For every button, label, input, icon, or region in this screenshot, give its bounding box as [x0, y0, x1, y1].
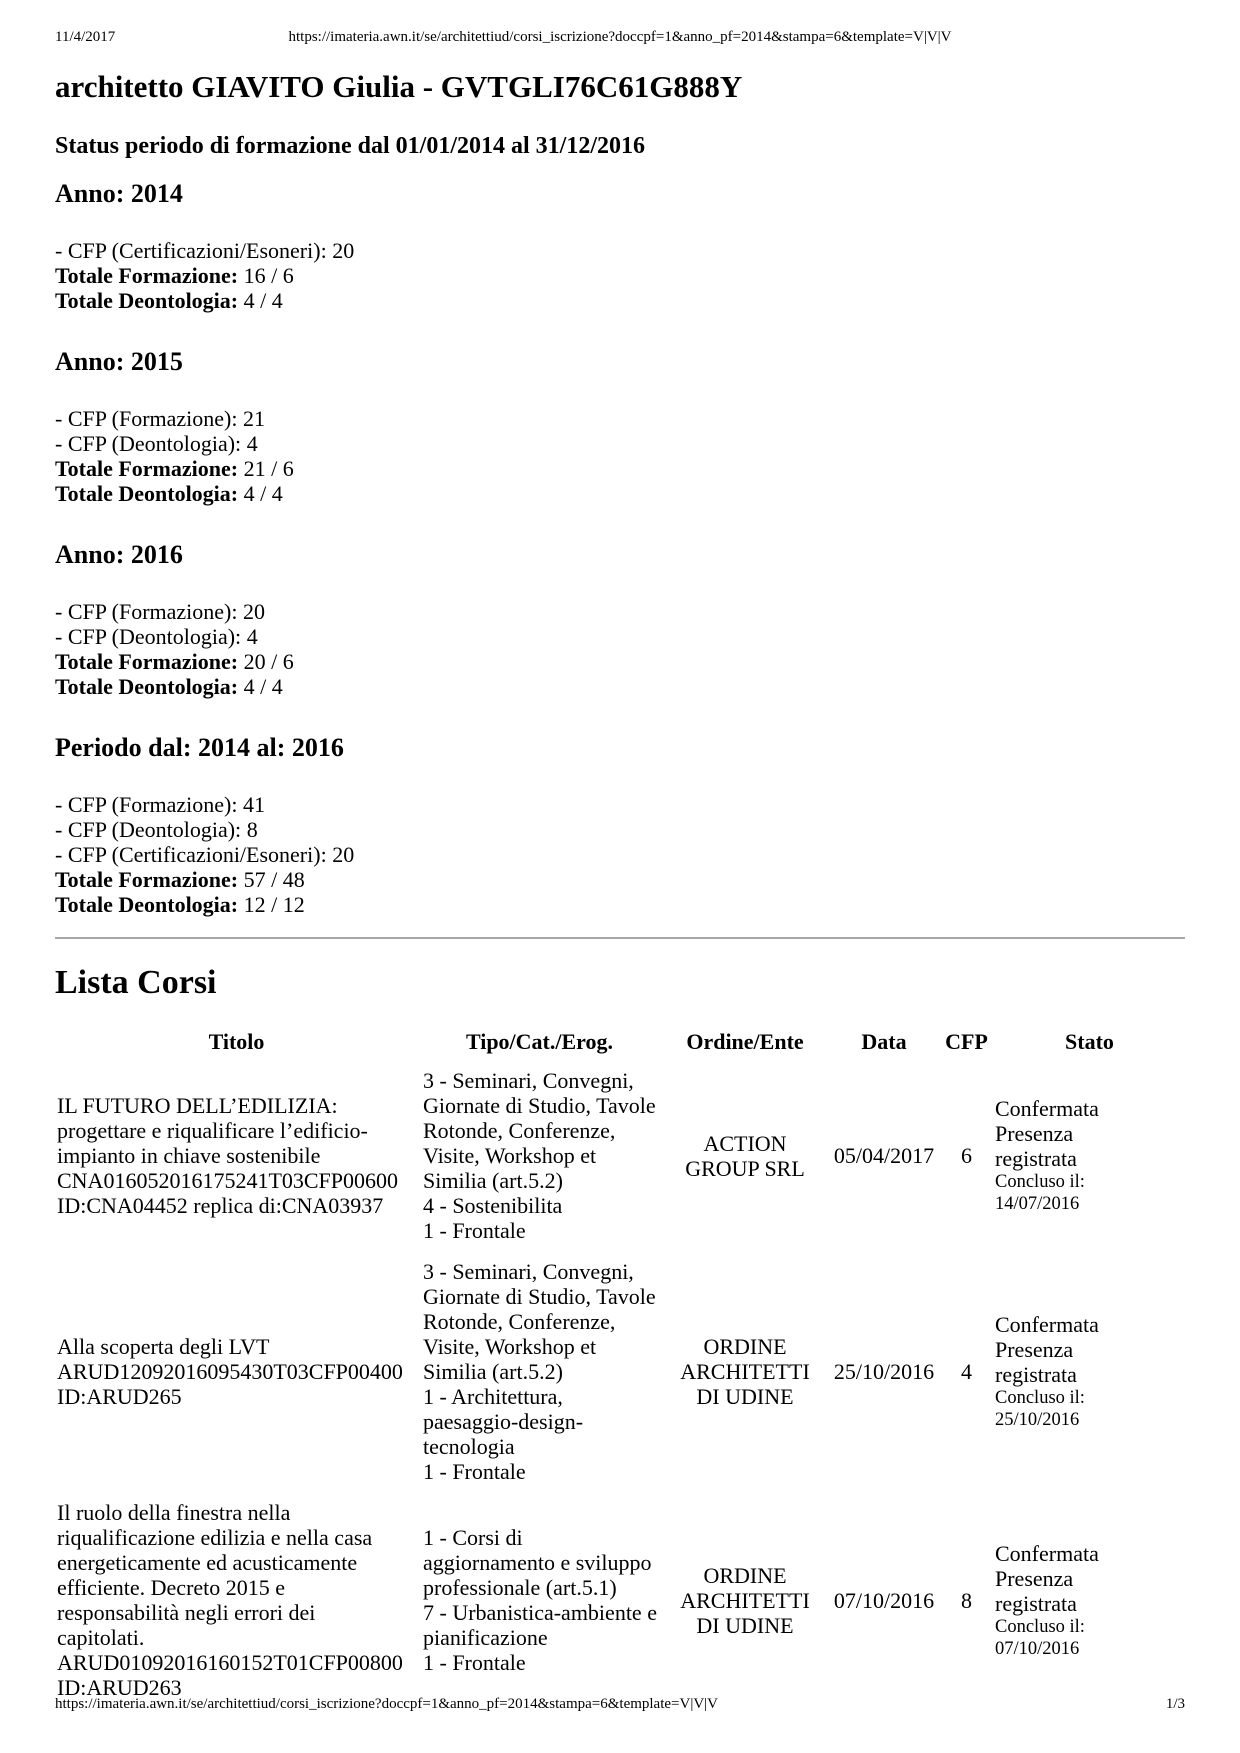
cfp-line: [55, 867, 1185, 892]
cfp-label: Totale Deontologia:: [55, 288, 239, 313]
course-cfp-cell: [939, 1060, 994, 1251]
cfp-label: - CFP (Deontologia):: [55, 817, 242, 842]
cfp-lines: [55, 238, 1185, 313]
cfp-line: [55, 842, 1185, 867]
course-status: Confermata Presenza registrata: [995, 1540, 1099, 1616]
print-date: 11/4/2017: [55, 29, 116, 45]
status-period-heading: Status periodo di formazione dal 01/01/2014 al 31/12/2016: [55, 133, 646, 159]
course-cfp: 8: [961, 1587, 972, 1613]
cfp-line: [55, 624, 1185, 649]
course-status-cell: [994, 1492, 1185, 1708]
course-title-cell: [55, 1251, 418, 1492]
course-tipo-line: 4 - Sostenibilita: [423, 1193, 563, 1218]
course-row: [55, 1060, 1185, 1251]
page-title: architetto GIAVITO Giulia - GVTGLI76C61G888Y: [55, 69, 743, 104]
course-status-cell: [994, 1251, 1185, 1492]
course-date-cell: [829, 1251, 939, 1492]
course-date: 25/10/2016: [833, 1359, 935, 1384]
lista-corsi-heading: Lista Corsi: [55, 964, 217, 1001]
print-header-url: https://imateria.awn.it/se/architettiud/corsi_iscrizione?doccpf=1&anno_pf=2014&stampa=6&template=V|V|V: [288, 29, 952, 45]
cfp-label: - CFP (Formazione):: [55, 599, 238, 624]
cfp-value: 20: [326, 842, 355, 867]
course-tipo-cell: [418, 1060, 661, 1251]
cfp-value: 21: [237, 406, 265, 431]
cfp-lines: [55, 406, 1185, 506]
course-status-cell: [994, 1060, 1185, 1251]
course-title: Alla scoperta degli LVT ARUD12092016095430T03CFP00400 ID:ARUD265: [57, 1334, 403, 1409]
course-cfp-cell: [939, 1251, 994, 1492]
course-status: Confermata Presenza registrata: [995, 1096, 1099, 1171]
cfp-line: [55, 481, 1185, 506]
course-concluso: Concluso il: 14/07/2016: [995, 1172, 1085, 1214]
column-header-data: Data: [861, 1029, 907, 1054]
section-heading: Anno: 2014: [55, 179, 183, 208]
page-number: 1/3: [1165, 1696, 1185, 1712]
section-heading: Anno: 2015: [55, 347, 183, 376]
cfp-value: 20: [326, 238, 355, 263]
cfp-lines: [55, 599, 1185, 699]
cfp-line: [55, 456, 1185, 481]
course-concluso: Concluso il: 07/10/2016: [995, 1616, 1085, 1659]
course-tipo-cell: [418, 1492, 661, 1708]
cfp-label: Totale Formazione:: [55, 456, 239, 481]
cfp-line: [55, 406, 1185, 431]
course-ente-cell: [661, 1060, 829, 1251]
column-header-ordine-ente: Ordine/Ente: [686, 1029, 804, 1054]
column-header-titolo: Titolo: [208, 1029, 265, 1054]
cfp-value: 12 / 12: [238, 892, 305, 917]
course-status: Confermata Presenza registrata: [995, 1312, 1099, 1387]
course-title: IL FUTURO DELL’EDILIZIA: progettare e riqualificare l’edificio-impianto in chiave sostenibile CNA016052016175241T03CFP00600 ID:CNA04452 replica di:CNA03937: [57, 1093, 399, 1218]
course-ente: ORDINE ARCHITETTI DI UDINE: [680, 1562, 810, 1638]
course-tipo-line: 1 - Frontale: [423, 1650, 526, 1675]
cfp-lines: [55, 792, 1185, 917]
cfp-line: [55, 263, 1185, 288]
course-row: [55, 1251, 1185, 1492]
cfp-value: 4: [241, 624, 258, 649]
course-cfp: 4: [961, 1359, 972, 1384]
cfp-line: [55, 817, 1185, 842]
cfp-label: - CFP (Formazione):: [55, 406, 238, 431]
cfp-label: Totale Formazione:: [55, 867, 239, 892]
course-tipo-line: 3 - Seminari, Convegni, Giornate di Studio, Tavole Rotonde, Conferenze, Visite, Workshop et Similia (art.5.2): [423, 1259, 656, 1384]
column-header-cfp: CFP: [945, 1029, 988, 1054]
cfp-value: 4 / 4: [238, 288, 283, 313]
course-date: 07/10/2016: [833, 1587, 935, 1613]
cfp-label: - CFP (Formazione):: [55, 792, 238, 817]
course-cfp: 6: [961, 1143, 972, 1168]
course-title: Il ruolo della finestra nella riqualificazione edilizia e nella casa energeticamente ed acusticamente efficiente. Decreto 2015 e responsabilità negli errori dei capitolati. ARUD01092016160152T01CFP00800 ID:ARUD263: [57, 1500, 403, 1700]
cfp-value: 4 / 4: [238, 481, 283, 506]
course-cfp-cell: [939, 1492, 994, 1708]
course-tipo-line: 1 - Corsi di aggiornamento e sviluppo professionale (art.5.1): [423, 1525, 652, 1600]
course-tipo-line: 1 - Frontale: [423, 1218, 526, 1243]
cfp-value: 16 / 6: [238, 263, 294, 288]
course-date-cell: [829, 1492, 939, 1708]
course-title-cell: [55, 1492, 418, 1708]
cfp-value: 21 / 6: [238, 456, 294, 481]
print-footer: [55, 1695, 1185, 1713]
cfp-line: [55, 792, 1185, 817]
course-title-cell: [55, 1060, 418, 1251]
cfp-value: 41: [237, 792, 265, 817]
cfp-label: - CFP (Deontologia):: [55, 431, 242, 456]
cfp-value: 8: [241, 817, 258, 842]
cfp-value: 20: [237, 599, 265, 624]
cfp-label: Totale Formazione:: [55, 649, 239, 674]
cfp-label: - CFP (Deontologia):: [55, 624, 242, 649]
cfp-line: [55, 674, 1185, 699]
cfp-line: [55, 892, 1185, 917]
course-ente-cell: [661, 1492, 829, 1708]
course-tipo-line: 3 - Seminari, Convegni, Giornate di Studio, Tavole Rotonde, Conferenze, Visite, Workshop et Similia (art.5.2): [423, 1068, 656, 1193]
cfp-label: - CFP (Certificazioni/Esoneri):: [55, 842, 327, 867]
course-tipo-line: 1 - Frontale: [423, 1459, 526, 1484]
section-heading: Anno: 2016: [55, 540, 183, 569]
cfp-value: 57 / 48: [238, 867, 305, 892]
cfp-value: 20 / 6: [238, 649, 294, 674]
cfp-line: [55, 238, 1185, 263]
divider: [55, 937, 1185, 939]
cfp-line: [55, 288, 1185, 313]
column-header-stato: Stato: [1065, 1029, 1114, 1054]
course-tipo-line: 1 - Architettura, paesaggio-design-tecnologia: [423, 1384, 584, 1459]
courses-table: [55, 1029, 1185, 1708]
cfp-label: - CFP (Certificazioni/Esoneri):: [55, 238, 327, 263]
courses-header-row: [55, 1029, 1185, 1060]
course-tipo-line: 7 - Urbanistica-ambiente e pianificazione: [423, 1600, 657, 1650]
cfp-value: 4 / 4: [238, 674, 283, 699]
status-sections: [55, 179, 1185, 917]
course-ente-cell: [661, 1251, 829, 1492]
cfp-line: [55, 431, 1185, 456]
course-ente: ACTION GROUP SRL: [685, 1130, 805, 1181]
course-row: [55, 1492, 1185, 1708]
course-date: 05/04/2017: [833, 1143, 935, 1168]
column-header-tipo-cat-erog: Tipo/Cat./Erog.: [465, 1029, 614, 1054]
cfp-label: Totale Deontologia:: [55, 892, 239, 917]
cfp-line: [55, 649, 1185, 674]
cfp-line: [55, 599, 1185, 624]
print-header: [55, 28, 1185, 46]
cfp-label: Totale Deontologia:: [55, 674, 239, 699]
section-heading: Periodo dal: 2014 al: 2016: [55, 733, 344, 762]
cfp-value: 4: [241, 431, 258, 456]
course-tipo-cell: [418, 1251, 661, 1492]
course-ente: ORDINE ARCHITETTI DI UDINE: [680, 1334, 810, 1409]
cfp-label: Totale Formazione:: [55, 263, 239, 288]
course-date-cell: [829, 1060, 939, 1251]
print-footer-url: https://imateria.awn.it/se/architettiud/corsi_iscrizione?doccpf=1&anno_pf=2014&stampa=6&template=V|V|V: [55, 1696, 719, 1712]
cfp-label: Totale Deontologia:: [55, 481, 239, 506]
course-concluso: Concluso il: 25/10/2016: [995, 1388, 1085, 1430]
